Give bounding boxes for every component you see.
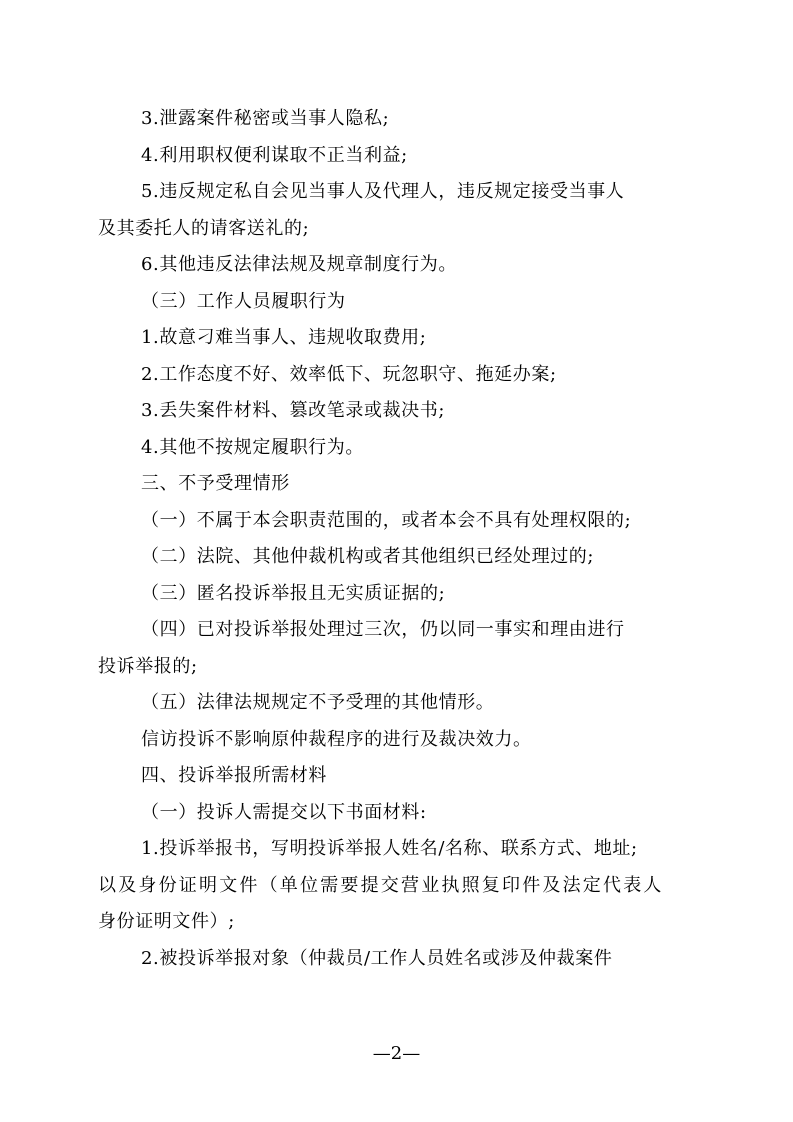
text-line: 三、不予受理情形: [141, 473, 290, 494]
text-line: 1.投诉举报书，写明投诉举报人姓名/名称、联系方式、地址;: [141, 838, 638, 859]
text-line: 四、投诉举报所需材料: [141, 765, 327, 786]
text-line: 身份证明文件）;: [98, 911, 235, 932]
text-line: 3.泄露案件秘密或当事人隐私;: [141, 108, 390, 129]
text-line: 4.利用职权便利谋取不正当利益;: [141, 144, 408, 166]
text-line: 3.丢失案件材料、篡改笔录或裁决书;: [141, 400, 446, 421]
text-line: 投诉举报的;: [98, 655, 198, 677]
text-line: 及其委托人的请客送礼的;: [98, 217, 310, 239]
text-line: （二）法院、其他仲裁机构或者其他组织已经处理过的;: [141, 546, 595, 567]
page-number: —2—: [372, 1043, 421, 1064]
text-line: 以及身份证明文件（单位需要提交营业执照复印件及法定代表人: [98, 874, 664, 896]
text-line: 2.工作态度不好、效率低下、玩忽职守、拖延办案;: [141, 363, 557, 385]
document-body: [98, 101, 698, 977]
text-line: （三）工作人员履职行为: [141, 290, 346, 312]
text-line: （三）匿名投诉举报且无实质证据的;: [141, 582, 446, 604]
text-line: 信访投诉不影响原仲裁程序的进行及裁决效力。: [141, 728, 532, 750]
text-line: （四）已对投诉举报处理过三次，仍以同一事实和理由进行: [141, 619, 625, 640]
text-line: 2.被投诉举报对象（仲裁员/工作人员姓名或涉及仲裁案件: [141, 947, 613, 969]
text-line: （五）法律法规规定不予受理的其他情形。: [141, 692, 495, 713]
text-line: （一）不属于本会职责范围的，或者本会不具有处理权限的;: [141, 509, 632, 531]
text-line: 6.其他违反法律法规及规章制度行为。: [141, 254, 457, 275]
text-line: 4.其他不按规定履职行为。: [141, 436, 364, 458]
text-line: 5.违反规定私自会见当事人及代理人，违反规定接受当事人: [141, 181, 625, 202]
text-line: （一）投诉人需提交以下书面材料:: [141, 801, 427, 823]
text-line: 1.故意刁难当事人、违规收取费用;: [141, 327, 427, 348]
